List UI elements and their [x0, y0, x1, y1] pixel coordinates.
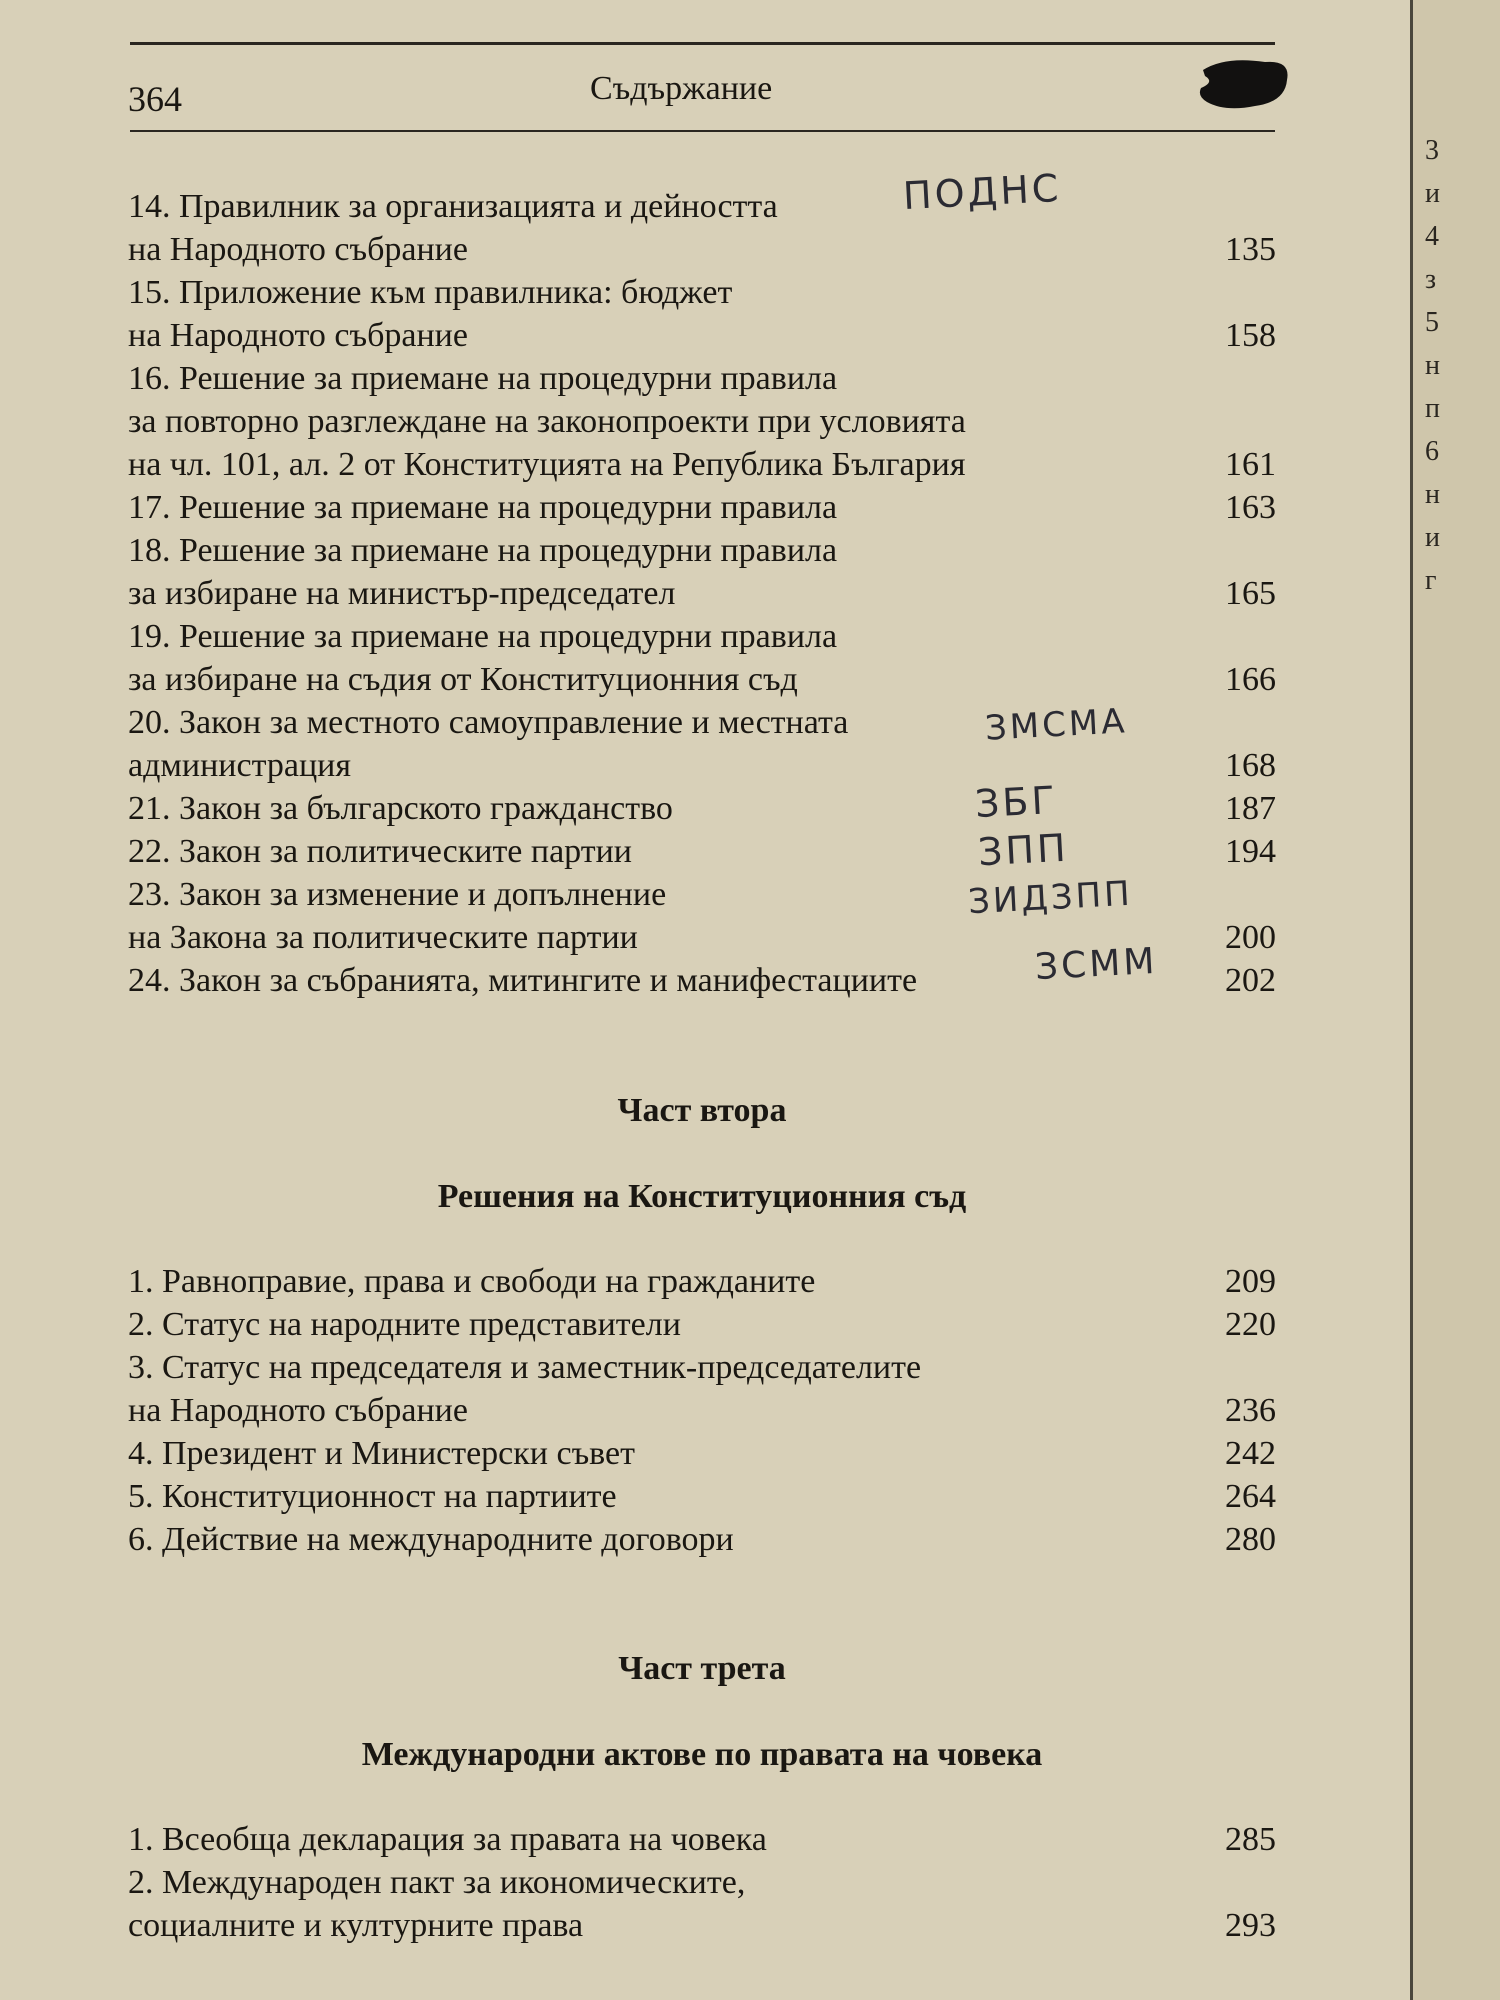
- toc-entry-line: [128, 832, 1276, 872]
- toc-entry-title: 2. Международен пакт за икономическите,: [128, 1864, 746, 1901]
- toc-entry-page: 200: [1225, 919, 1276, 956]
- toc-entry-title: за повторно разглеждане на законопроекти при условията: [128, 403, 966, 440]
- toc-entry-line: [128, 1305, 1276, 1345]
- toc-entry-line: [128, 574, 1276, 614]
- toc-entry-title: на Народното събрание: [128, 1392, 468, 1429]
- edge-text: и: [1425, 178, 1440, 209]
- toc-entry-page: 194: [1225, 833, 1276, 870]
- edge-text: 5: [1425, 307, 1439, 338]
- handwritten-note: ЗМСМА: [984, 701, 1129, 749]
- edge-text: 6: [1425, 436, 1439, 467]
- toc-entry-title: за избиране на министър-председател: [128, 575, 676, 612]
- toc-entry-line: [128, 359, 1276, 399]
- toc-entry-page: 209: [1225, 1263, 1276, 1300]
- page-number: 364: [128, 79, 182, 119]
- running-title: Съдържание: [590, 70, 773, 107]
- toc-entry-title: социалните и културните права: [128, 1907, 584, 1944]
- handwritten-note: ЗПП: [976, 825, 1070, 875]
- part-heading: Част трета: [618, 1650, 786, 1687]
- handwritten-note: ПОДНС: [901, 165, 1063, 219]
- toc-entry-page: 187: [1225, 790, 1276, 827]
- toc-entry-page: 242: [1225, 1435, 1276, 1472]
- toc-entry-title: 20. Закон за местното самоуправление и местната: [128, 704, 849, 741]
- toc-entry-title: 19. Решение за приемане на процедурни правила: [128, 618, 838, 655]
- toc-entry-title: 21. Закон за българското гражданство: [128, 790, 673, 827]
- edge-text: 3: [1425, 135, 1439, 166]
- edge-text: п: [1425, 393, 1440, 424]
- toc-entry-line: [128, 1262, 1276, 1302]
- toc-entry-page: 168: [1225, 747, 1276, 784]
- toc-entry-line: [128, 273, 1276, 313]
- toc-entry-title: 6. Действие на международните договори: [128, 1521, 734, 1558]
- toc-entry-line: [128, 1863, 1276, 1903]
- toc-entry-title: 22. Закон за политическите партии: [128, 833, 632, 870]
- toc-entry-title: 17. Решение за приемане на процедурни правила: [128, 489, 838, 526]
- toc-entry-title: 14. Правилник за организацията и дейността: [128, 188, 778, 225]
- part-subheading: Международни актове по правата на човека: [361, 1736, 1043, 1773]
- handwritten-note: ЗБГ: [973, 777, 1059, 827]
- toc-entry-line: [128, 617, 1276, 657]
- toc-entry-title: 2. Статус на народните представители: [128, 1306, 681, 1343]
- toc-entry-line: [128, 402, 1276, 442]
- toc-entry-page: 165: [1225, 575, 1276, 612]
- toc-entry-title: на чл. 101, ал. 2 от Конституцията на Република България: [128, 446, 966, 483]
- toc-entry-line: [128, 660, 1276, 700]
- adjacent-page-edge: [1410, 0, 1500, 2000]
- toc-entry-page: 166: [1225, 661, 1276, 698]
- toc-entry-page: 236: [1225, 1392, 1276, 1429]
- toc-entry-line: [128, 1520, 1276, 1560]
- toc-entry-page: 163: [1225, 489, 1276, 526]
- edge-text: н: [1425, 350, 1440, 381]
- toc-entry-page: 161: [1225, 446, 1276, 483]
- toc-entry-line: [128, 230, 1276, 270]
- toc-entry-line: [128, 746, 1276, 786]
- toc-entry-line: [128, 1906, 1276, 1946]
- toc-entry-title: 4. Президент и Министерски съвет: [128, 1435, 635, 1472]
- edge-text: 4: [1425, 221, 1439, 252]
- table-of-contents: [128, 0, 1276, 2000]
- toc-entry-title: 16. Решение за приемане на процедурни правила: [128, 360, 838, 397]
- toc-entry-line: [128, 1434, 1276, 1474]
- toc-entry-title: 1. Равноправие, права и свободи на гражданите: [128, 1263, 816, 1300]
- handwritten-note: ЗИДЗПП: [967, 873, 1134, 923]
- part-heading: Част втора: [617, 1092, 787, 1129]
- toc-entry-title: 3. Статус на председателя и заместник-председателите: [128, 1349, 922, 1386]
- toc-entry-line: [128, 445, 1276, 485]
- toc-entry-title: на Народното събрание: [128, 231, 468, 268]
- toc-entry-line: [128, 1820, 1276, 1860]
- toc-entry-page: 135: [1225, 231, 1276, 268]
- toc-entry-page: 220: [1225, 1306, 1276, 1343]
- toc-entry-title: 15. Приложение към правилника: бюджет: [128, 274, 733, 311]
- toc-entry-title: 1. Всеобща декларация за правата на човека: [128, 1821, 767, 1858]
- toc-entry-page: 158: [1225, 317, 1276, 354]
- edge-text: з: [1425, 264, 1437, 295]
- edge-text: н: [1425, 479, 1440, 510]
- toc-entry-title: 24. Закон за събранията, митингите и манифестациите: [128, 962, 918, 999]
- toc-entry-title: на Закона за политическите партии: [128, 919, 638, 956]
- toc-entry-line: [128, 1391, 1276, 1431]
- toc-entry-page: 280: [1225, 1521, 1276, 1558]
- toc-entry-line: [128, 488, 1276, 528]
- edge-text: и: [1425, 522, 1440, 553]
- toc-entry-title: администрация: [128, 747, 351, 784]
- edge-text: г: [1425, 565, 1437, 596]
- part-subheading: Решения на Конституционния съд: [437, 1178, 967, 1215]
- toc-entry-line: [128, 1348, 1276, 1388]
- toc-entry-title: 23. Закон за изменение и допълнение: [128, 876, 667, 913]
- toc-entry-line: [128, 531, 1276, 571]
- toc-entry-title: за избиране на съдия от Конституционния съд: [128, 661, 798, 698]
- toc-entry-title: на Народното събрание: [128, 317, 468, 354]
- handwritten-note: ЗСММ: [1034, 940, 1159, 989]
- toc-entry-page: 264: [1225, 1478, 1276, 1515]
- toc-entry-line: [128, 316, 1276, 356]
- toc-entry-title: 5. Конституционност на партиите: [128, 1478, 617, 1515]
- toc-entry-page: 202: [1225, 962, 1276, 999]
- toc-entry-line: [128, 187, 1276, 227]
- toc-entry-page: 285: [1225, 1821, 1276, 1858]
- toc-entry-line: [128, 789, 1276, 829]
- toc-entry-page: 293: [1225, 1907, 1276, 1944]
- toc-entry-title: 18. Решение за приемане на процедурни правила: [128, 532, 838, 569]
- toc-entry-line: [128, 1477, 1276, 1517]
